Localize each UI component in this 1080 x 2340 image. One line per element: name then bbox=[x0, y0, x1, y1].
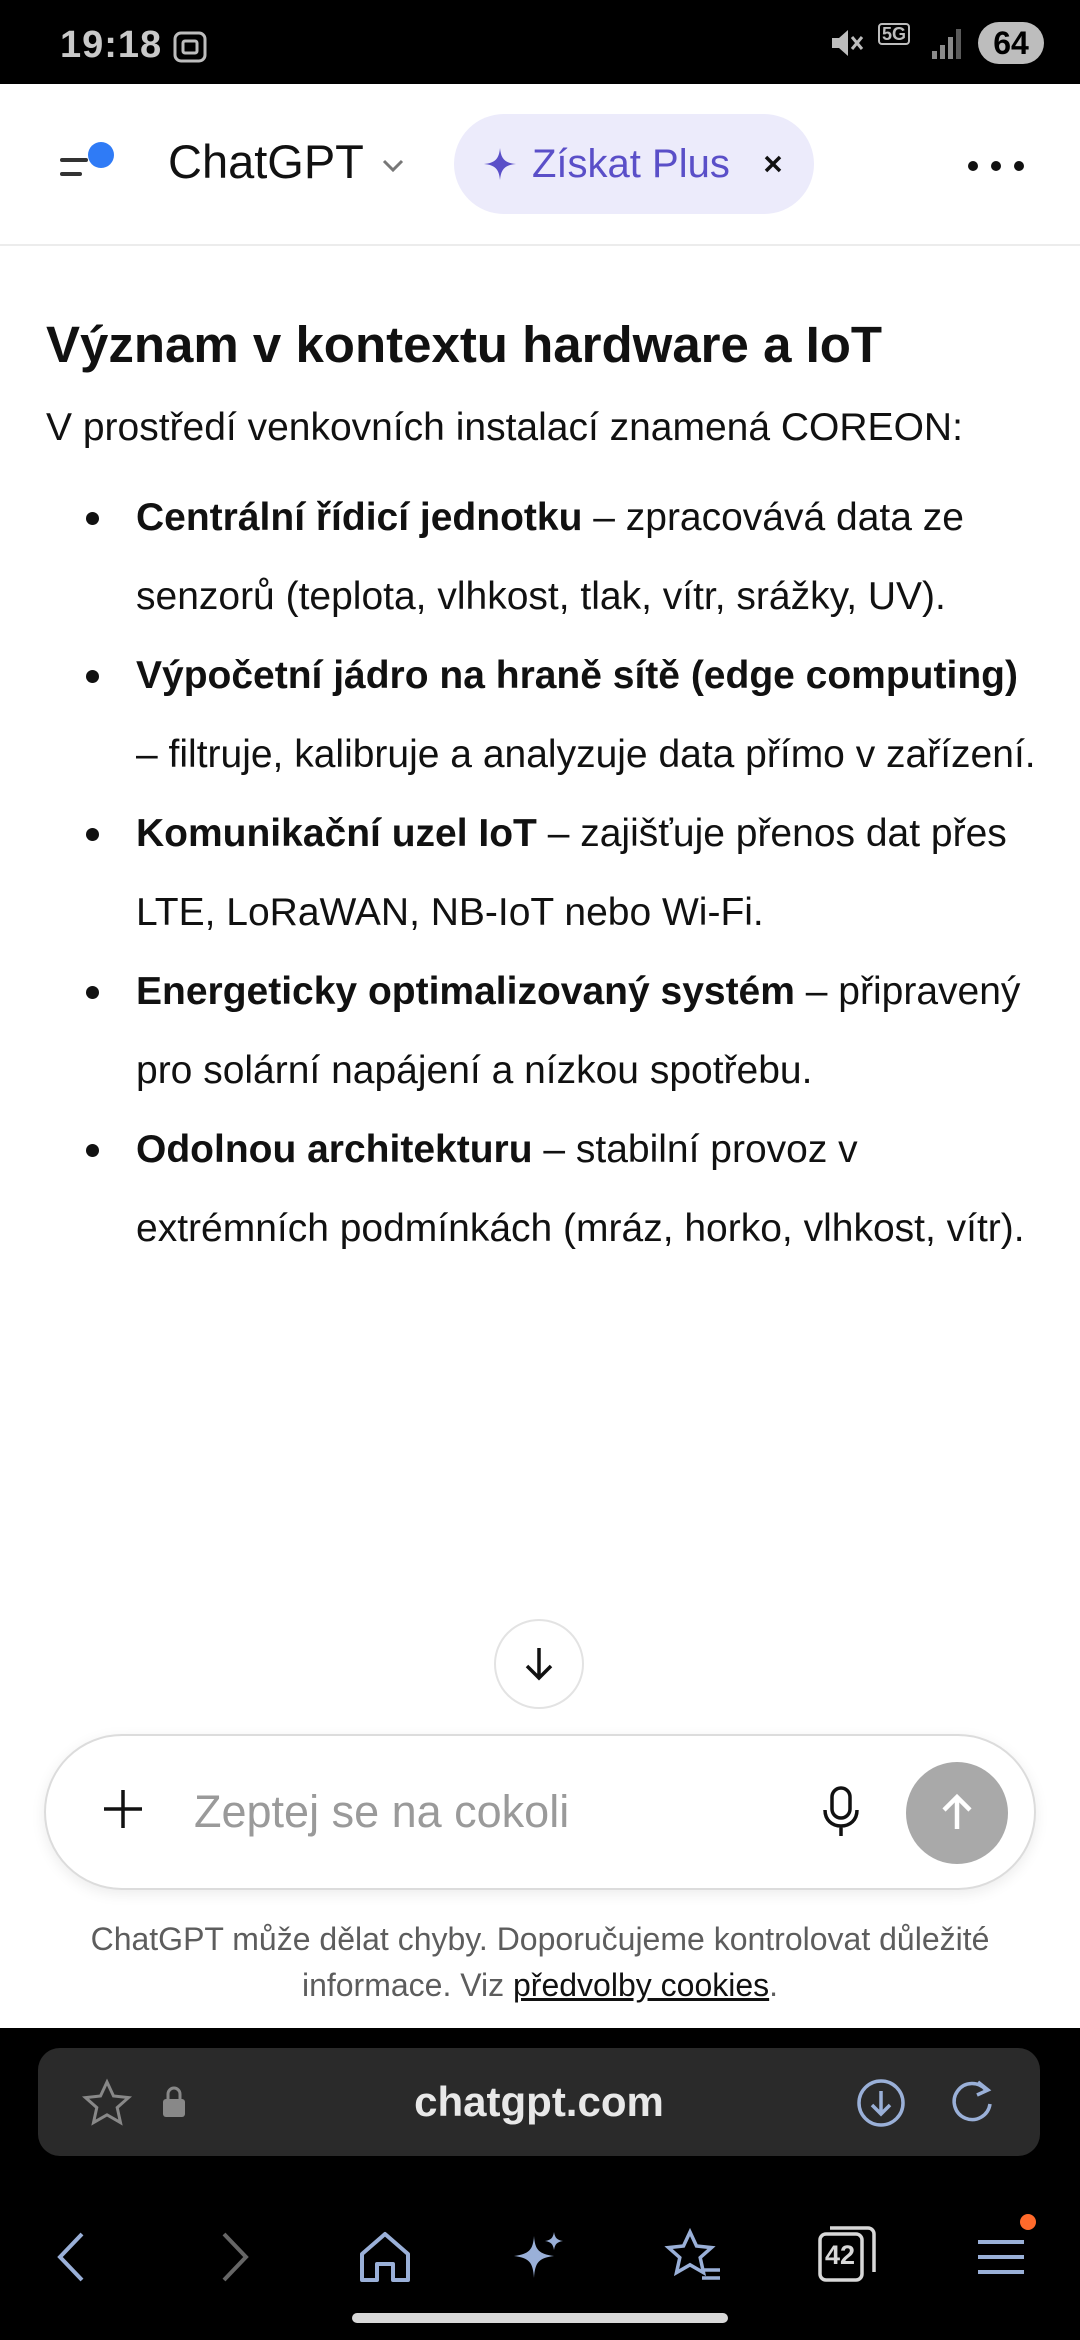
address-bar[interactable] bbox=[38, 2048, 1040, 2156]
list-item-title: Výpočetní jádro na hraně sítě (edge computing) bbox=[136, 654, 1018, 697]
list-item bbox=[46, 794, 1036, 952]
message-content bbox=[46, 310, 1036, 1268]
download-icon[interactable] bbox=[854, 2076, 908, 2130]
get-plus-button[interactable] bbox=[454, 114, 814, 214]
arrow-up-icon bbox=[933, 1789, 981, 1837]
more-icon[interactable] bbox=[968, 146, 1024, 186]
status-bar bbox=[0, 0, 1080, 84]
screenshot-icon bbox=[172, 30, 208, 64]
disclaimer-end: . bbox=[769, 1967, 779, 2003]
get-plus-label: Získat Plus bbox=[532, 141, 730, 186]
list-item-text: – připravený pro solární napájení a nízkou spotřebu. bbox=[136, 970, 1021, 1092]
network-indicator bbox=[878, 23, 914, 63]
browser-chrome bbox=[0, 2028, 1080, 2340]
tab-count: 42 bbox=[824, 2240, 856, 2270]
battery-level: 64 bbox=[978, 22, 1044, 64]
disclaimer-body: ChatGPT může dělat chyby. Doporučujeme kontrolovat důležité informace. Viz bbox=[90, 1921, 990, 2003]
status-time: 19:18 bbox=[60, 24, 163, 66]
list-item bbox=[46, 636, 1036, 794]
list-item bbox=[46, 478, 1036, 636]
status-icons bbox=[828, 22, 1044, 64]
url-text: chatgpt.com bbox=[414, 2078, 664, 2125]
notification-badge bbox=[1020, 2214, 1036, 2230]
home-indicator[interactable] bbox=[352, 2313, 728, 2323]
signal-icon bbox=[928, 23, 964, 63]
model-selector[interactable] bbox=[168, 134, 408, 189]
browser-navbar bbox=[0, 2204, 1080, 2314]
sparkle-icon bbox=[482, 146, 518, 182]
bullet-list bbox=[46, 478, 1036, 1268]
plus-icon[interactable] bbox=[98, 1784, 148, 1834]
list-item-title: Centrální řídicí jednotku bbox=[136, 496, 583, 539]
back-icon[interactable] bbox=[40, 2224, 106, 2290]
hamburger-menu-icon bbox=[968, 2224, 1034, 2290]
app-title: ChatGPT bbox=[168, 135, 364, 188]
reload-icon[interactable] bbox=[944, 2074, 1000, 2130]
ai-sparkle-icon[interactable] bbox=[506, 2224, 572, 2290]
home-icon[interactable] bbox=[352, 2224, 418, 2290]
send-button[interactable] bbox=[906, 1762, 1008, 1864]
menu-icon[interactable] bbox=[52, 136, 124, 192]
list-item-title: Energeticky optimalizovaný systém bbox=[136, 970, 795, 1013]
browser-menu-button[interactable] bbox=[968, 2224, 1034, 2290]
arrow-down-icon bbox=[517, 1642, 561, 1686]
microphone-icon[interactable] bbox=[816, 1782, 866, 1842]
section-heading: Význam v kontextu hardware a IoT bbox=[46, 316, 883, 373]
list-item bbox=[46, 952, 1036, 1110]
forward-icon[interactable] bbox=[200, 2224, 266, 2290]
list-item bbox=[46, 1110, 1036, 1268]
list-item-title: Komunikační uzel IoT bbox=[136, 812, 537, 855]
message-input[interactable] bbox=[194, 1780, 794, 1844]
list-item-text: – filtruje, kalibruje a analyzuje data přímo v zařízení. bbox=[136, 733, 1036, 776]
chatgpt-app bbox=[0, 84, 1080, 2028]
favorites-icon[interactable] bbox=[660, 2224, 726, 2290]
mute-icon bbox=[828, 23, 864, 63]
list-item-title: Odolnou architekturu bbox=[136, 1128, 533, 1171]
disclaimer-text bbox=[40, 1916, 1040, 2008]
message-composer bbox=[44, 1734, 1036, 1890]
list-item-text: – stabilní provoz v extrémních podmínkách (mráz, horko, vlhkost, vítr). bbox=[136, 1128, 1025, 1250]
list-item-text: – zajišťuje přenos dat přes LTE, LoRaWAN, NB-IoT nebo Wi-Fi. bbox=[136, 812, 1007, 934]
network-type: 5G bbox=[878, 23, 910, 45]
scroll-down-button[interactable] bbox=[494, 1619, 584, 1709]
cookie-preferences-link[interactable]: předvolby cookies bbox=[513, 1967, 770, 2003]
chevron-down-icon bbox=[378, 151, 408, 181]
close-icon[interactable] bbox=[758, 149, 788, 179]
notification-dot bbox=[88, 142, 114, 168]
intro-paragraph: V prostředí venkovních instalací znamená COREON: bbox=[46, 406, 963, 449]
tabs-button[interactable] bbox=[814, 2224, 880, 2290]
app-header bbox=[0, 84, 1080, 246]
list-item-text: – zpracovává data ze senzorů (teplota, vlhkost, tlak, vítr, srážky, UV). bbox=[136, 496, 964, 618]
